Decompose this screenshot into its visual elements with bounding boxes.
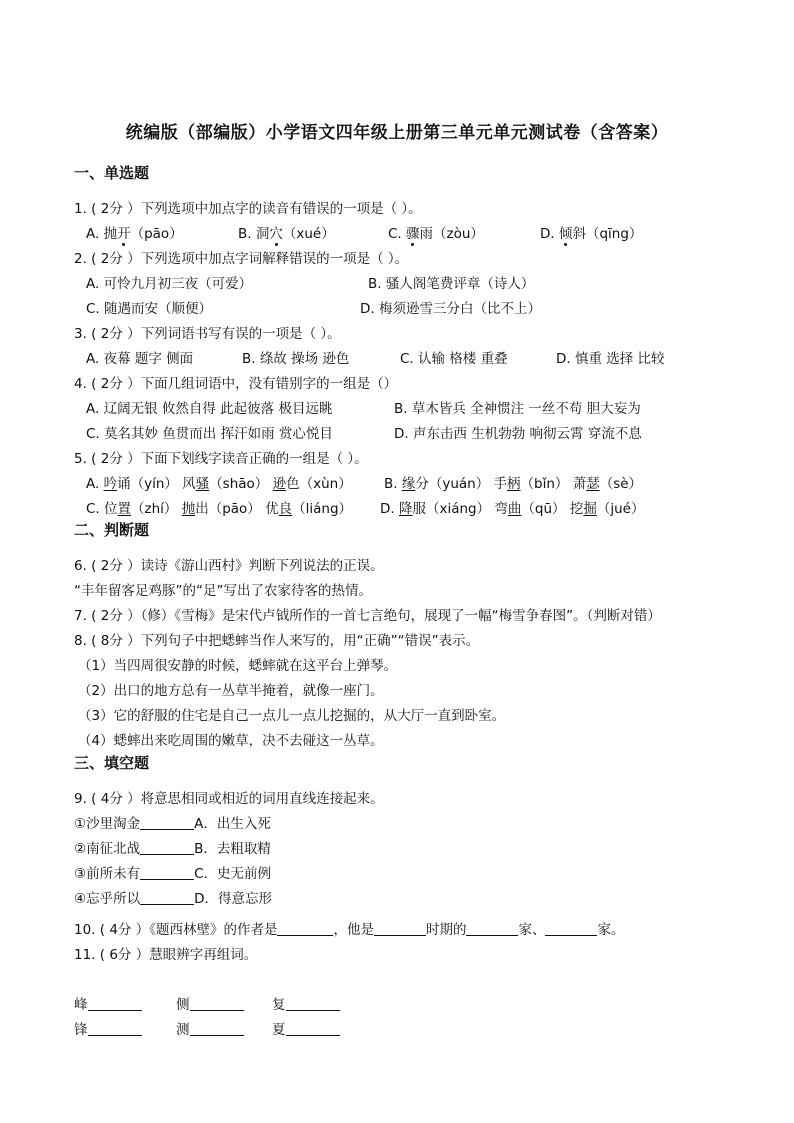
q1-option-d: D. 倾斜（qīng）	[540, 226, 643, 242]
section-single-choice: 一、单选题	[74, 164, 150, 182]
section-true-false: 二、判断题	[74, 521, 150, 539]
q3-option-a: A. 夜幕 题字 侧面	[86, 351, 194, 367]
q5-stem: 5. ( 2分 ）下面下划线字读音正确的一组是（ ）。	[74, 451, 368, 467]
q2-option-c: C. 随遇而安（顺便）	[86, 301, 213, 317]
q10-blank-author[interactable]	[277, 921, 333, 936]
q4-option-a: A. 辽阔无银 攸然自得 此起彼落 极目远眺	[86, 401, 333, 417]
q1-stem: 1. ( 2分 ）下列选项中加点字的读音有错误的一项是（ ）。	[74, 201, 422, 217]
q4-option-b: B. 草木皆兵 全神惯注 一丝不苟 胆大妄为	[394, 401, 641, 417]
q6-stem: 6. ( 2分 ）读诗《游山西村》判断下列说法的正误。	[74, 558, 384, 574]
q11-char-1: 峰	[74, 993, 142, 1013]
q4-stem: 4. ( 2分 ）下面几组词语中，没有错别字的一组是（）	[74, 376, 398, 392]
q5-option-b: B. 缘分（yuán） 手柄（bǐn） 萧瑟（sè）	[384, 476, 643, 492]
q4-option-d: D. 声东击西 生机勃勃 响彻云霄 穿流不息	[394, 426, 642, 442]
document-title: 统编版（部编版）小学语文四年级上册第三单元单元测试卷（含答案）	[125, 123, 669, 143]
q9-pair-2: ②南征北战 B．去粗取精	[74, 841, 271, 857]
q8-item-4: （4）蟋蟀出来吃周围的嫩草，决不去碰这一丛草。	[78, 733, 384, 749]
q3-option-d: D. 慎重 选择 比较	[556, 351, 665, 367]
q11-blank-4[interactable]	[88, 1021, 142, 1036]
q11-char-6: 夏	[272, 1018, 340, 1038]
q8-item-2: （2）出口的地方总有一丛草半掩着，就像一座门。	[78, 683, 384, 699]
q10-blank-era[interactable]	[374, 921, 426, 936]
q11-stem: 11. ( 6分 ）慧眼辨字再组词。	[74, 947, 258, 963]
q2-option-a: A. 可怜九月初三夜（可爱）	[86, 276, 253, 292]
q11-char-4: 锋	[74, 1018, 142, 1038]
q8-stem: 8. ( 8分 ）下列句子中把蟋蟀当作人来写的，用“正确”“错误”表示。	[74, 633, 480, 649]
q7-stem: 7. ( 2分 ）（修）《雪梅》是宋代卢钺所作的一首七言绝句，展现了一幅“梅雪争春图”。（判断对错）	[74, 608, 661, 624]
q11-blank-2[interactable]	[190, 996, 244, 1011]
q10-blank-role1[interactable]	[466, 921, 518, 936]
q11-blank-5[interactable]	[190, 1021, 244, 1036]
q10-blank-role2[interactable]	[545, 921, 597, 936]
q4-option-c: C. 莫名其妙 鱼贯而出 挥汗如雨 赏心悦目	[86, 426, 333, 442]
q2-option-d: D. 梅须逊雪三分白（比不上）	[360, 301, 541, 317]
q11-char-3: 复	[272, 993, 340, 1013]
q2-stem: 2. ( 2分 ）下列选项中加点字词解释错误的一项是（ ）。	[74, 251, 409, 267]
q3-option-b: B. 绦故 操场 逊色	[242, 351, 350, 367]
q11-char-2: 侧	[176, 993, 244, 1013]
q3-option-c: C. 认输 格楼 重叠	[400, 351, 508, 367]
q8-item-1: （1）当四周很安静的时候，蟋蟀就在这平台上弹琴。	[78, 658, 398, 674]
q6-statement: “丰年留客足鸡豚”的“足”写出了农家待客的热情。	[74, 583, 372, 599]
q9-pair-3: ③前所未有 C．史无前例	[74, 866, 272, 882]
q11-blank-6[interactable]	[286, 1021, 340, 1036]
q9-stem: 9. ( 4分 ）将意思相同或相近的词用直线连接起来。	[74, 791, 384, 807]
q11-char-5: 测	[176, 1018, 244, 1038]
q11-blank-1[interactable]	[88, 996, 142, 1011]
q1-option-c: C. 骤雨（zòu）	[388, 226, 484, 242]
q5-option-a: A. 吟诵（yín） 风骚（shāo） 逊色（xùn）	[86, 476, 352, 492]
q2-option-b: B. 骚人阁笔费评章（诗人）	[368, 276, 535, 292]
q1-option-a: A. 抛开（pāo）	[86, 226, 183, 242]
q10-stem: 10. ( 4分 ）《题西林壁》的作者是 ，他是 时期的 家、 家。	[74, 922, 625, 938]
q8-item-3: （3）它的舒服的住宅是自己一点儿一点儿挖掘的，从大厅一直到卧室。	[78, 708, 506, 724]
section-fill-blank: 三、填空题	[74, 754, 150, 772]
q3-stem: 3. ( 2分 ）下列词语书写有误的一项是（ ）。	[74, 326, 341, 342]
q1-option-b: B. 洞穴（xué）	[238, 226, 335, 242]
q9-pair-1: ①沙里淘金 A．出生入死	[74, 816, 271, 832]
q5-option-c: C. 位置（zhí） 抛出（pāo） 优良（liáng）	[86, 501, 353, 517]
q9-pair-4: ④忘乎所以 D．得意忘形	[74, 891, 273, 907]
q11-blank-3[interactable]	[286, 996, 340, 1011]
q5-option-d: D. 降服（xiáng） 弯曲（qū） 挖掘（jué）	[380, 501, 645, 517]
